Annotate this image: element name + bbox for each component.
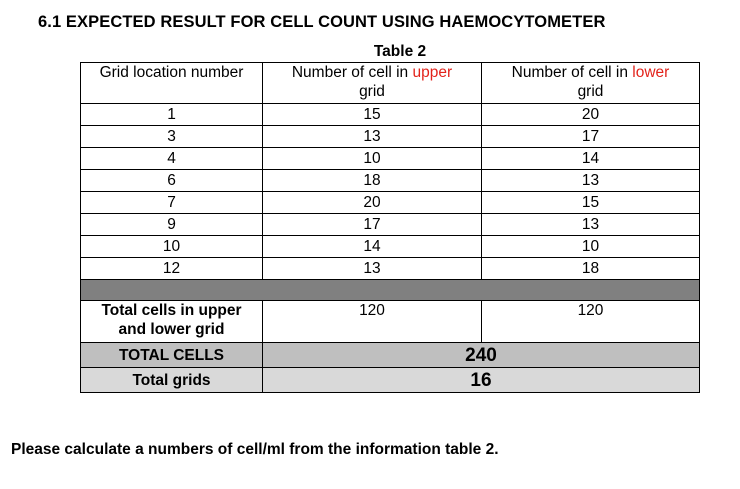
separator-row xyxy=(81,280,700,301)
table-header-row xyxy=(81,63,700,104)
upper-count-cell: 13 xyxy=(263,126,482,148)
grid-location-cell: 12 xyxy=(81,258,263,280)
table-row xyxy=(81,236,700,258)
totals-label: Total cells in upper and lower grid xyxy=(81,301,263,343)
cell-count-table xyxy=(80,62,700,393)
grid-location-cell: 9 xyxy=(81,214,263,236)
lower-count-cell: 18 xyxy=(482,258,700,280)
lower-count-cell: 13 xyxy=(482,170,700,192)
total-cells-row xyxy=(81,343,700,368)
table-row xyxy=(81,126,700,148)
totals-row xyxy=(81,301,700,343)
total-grids-row xyxy=(81,368,700,393)
table-row xyxy=(81,192,700,214)
table-row xyxy=(81,214,700,236)
table-row xyxy=(81,258,700,280)
grid-location-cell: 1 xyxy=(81,104,263,126)
total-grids-label: Total grids xyxy=(81,368,263,393)
grid-location-cell: 4 xyxy=(81,148,263,170)
grid-location-cell: 3 xyxy=(81,126,263,148)
upper-count-cell: 14 xyxy=(263,236,482,258)
lower-count-cell: 20 xyxy=(482,104,700,126)
upper-count-cell: 10 xyxy=(263,148,482,170)
upper-count-cell: 15 xyxy=(263,104,482,126)
table-row xyxy=(81,104,700,126)
header-lower-grid: Number of cell in lower grid xyxy=(482,63,700,104)
lower-count-cell: 17 xyxy=(482,126,700,148)
total-cells-label: TOTAL CELLS xyxy=(81,343,263,368)
lower-count-cell: 10 xyxy=(482,236,700,258)
upper-count-cell: 17 xyxy=(263,214,482,236)
table-row xyxy=(81,170,700,192)
grid-location-cell: 10 xyxy=(81,236,263,258)
total-cells-value: 240 xyxy=(263,343,700,368)
upper-count-cell: 13 xyxy=(263,258,482,280)
question-text: Please calculate a numbers of cell/ml from the information table 2. xyxy=(11,441,499,458)
table-caption: Table 2 xyxy=(373,43,427,60)
upper-count-cell: 20 xyxy=(263,192,482,214)
section-heading: 6.1 EXPECTED RESULT FOR CELL COUNT USING HAEMOCYTOMETER xyxy=(38,13,606,31)
lower-count-cell: 13 xyxy=(482,214,700,236)
upper-count-cell: 18 xyxy=(263,170,482,192)
lower-count-cell: 15 xyxy=(482,192,700,214)
table-row xyxy=(81,148,700,170)
total-upper: 120 xyxy=(263,301,482,343)
grid-location-cell: 7 xyxy=(81,192,263,214)
header-grid-location: Grid location number xyxy=(81,63,263,104)
header-upper-grid: Number of cell in upper grid xyxy=(263,63,482,104)
total-grids-value: 16 xyxy=(263,368,700,393)
lower-count-cell: 14 xyxy=(482,148,700,170)
grid-location-cell: 6 xyxy=(81,170,263,192)
separator-cell xyxy=(81,280,700,301)
total-lower: 120 xyxy=(482,301,700,343)
